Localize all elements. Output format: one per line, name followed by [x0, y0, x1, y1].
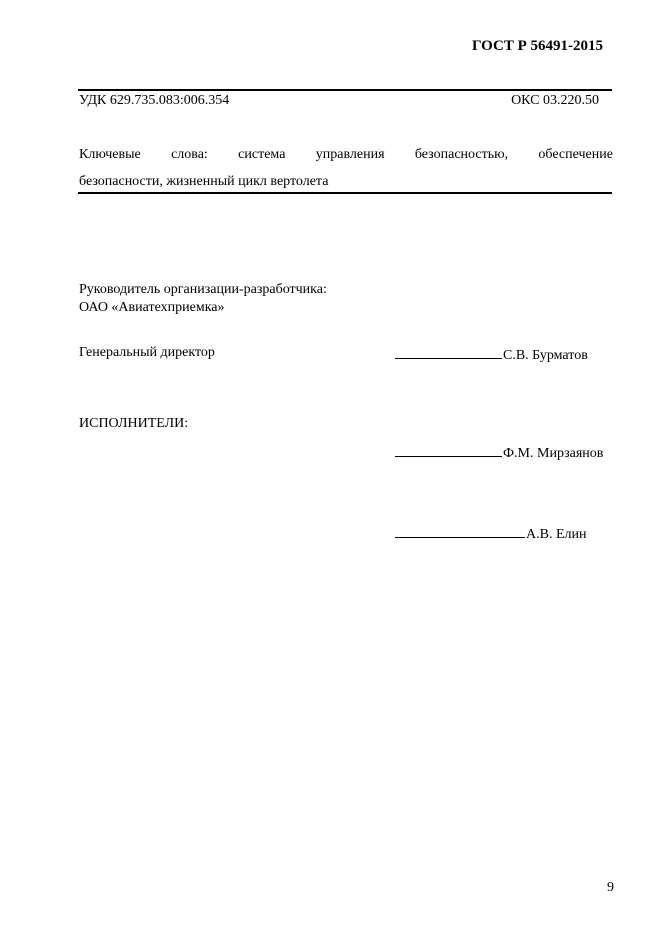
- director-name: С.В. Бурматов: [503, 348, 588, 363]
- keywords-line-2: безопасности, жизненный цикл вертолета: [79, 174, 329, 189]
- executor-name: Ф.М. Мирзаянов: [503, 446, 604, 461]
- keyword-word: обеспечение: [538, 147, 613, 162]
- executor-signature: [395, 443, 603, 462]
- executor-signature: [395, 524, 586, 543]
- signature-line: [395, 524, 525, 538]
- bottom-rule: [78, 192, 612, 194]
- keywords-line-1: [79, 147, 613, 163]
- keyword-word: управления: [315, 147, 385, 162]
- signature-line: [395, 345, 502, 359]
- director-signature: [395, 345, 588, 364]
- keyword-word: слова:: [171, 147, 208, 162]
- developer-organization: ОАО «Авиатехприемка»: [79, 300, 225, 315]
- standard-number: ГОСТ Р 56491-2015: [471, 38, 603, 54]
- top-rule: [78, 89, 612, 91]
- signature-line: [395, 443, 502, 457]
- udk-code: УДК 629.735.083:006.354: [79, 93, 230, 108]
- page-number: 9: [607, 880, 614, 895]
- executors-heading: ИСПОЛНИТЕЛИ:: [79, 416, 189, 431]
- keyword-word: Ключевые: [79, 147, 141, 162]
- keyword-word: безопасностью,: [414, 147, 509, 162]
- keyword-word: система: [238, 147, 286, 162]
- developer-head-label: Руководитель организации-разработчика:: [79, 282, 327, 297]
- oks-code: ОКС 03.220.50: [511, 93, 599, 108]
- executor-name: А.В. Елин: [526, 527, 587, 542]
- director-position: Генеральный директор: [79, 345, 215, 360]
